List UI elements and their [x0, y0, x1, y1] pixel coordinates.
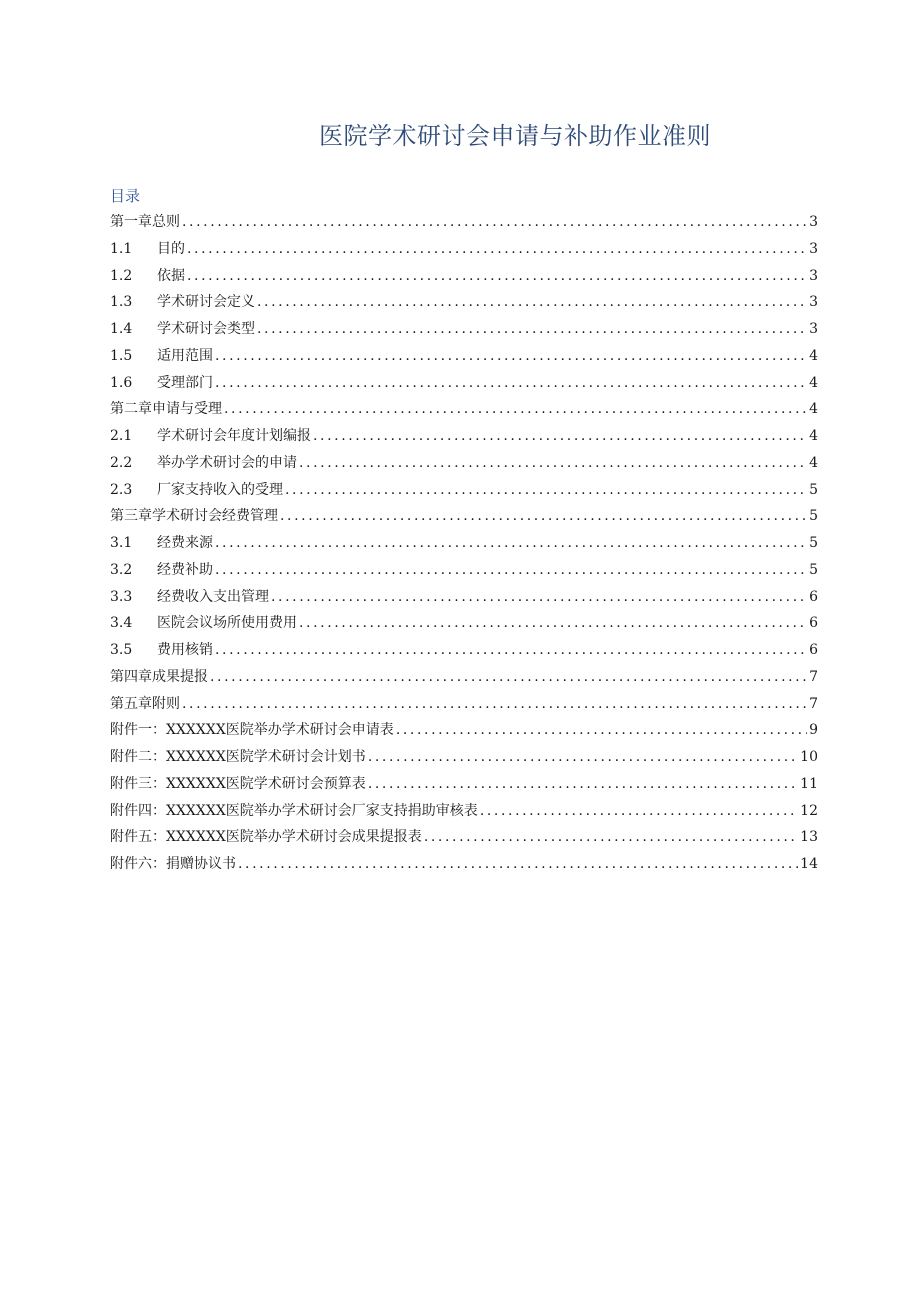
toc-entry[interactable] — [110, 637, 818, 664]
toc-entry-page-number: 7 — [809, 695, 818, 712]
toc-entry[interactable] — [110, 824, 818, 851]
toc-entry-label: 学术研讨会类型 — [157, 321, 255, 337]
toc-entry-label: 依据 — [157, 267, 185, 284]
toc-entry-page-number: 3 — [809, 321, 818, 337]
toc-dot-leader — [285, 477, 807, 504]
toc-dot-leader — [215, 370, 807, 397]
toc-dot-leader — [182, 691, 807, 718]
toc-entry-label: 厂家支持收入的受理 — [157, 481, 283, 498]
toc-entry-page-number: 6 — [809, 615, 818, 632]
toc-entry[interactable] — [110, 316, 818, 343]
toc-entry[interactable] — [110, 664, 818, 691]
toc-entry-page-number: 4 — [809, 428, 818, 444]
toc-entry-page-number: 3 — [809, 214, 818, 230]
toc-entry-label: 受理部门 — [157, 374, 213, 391]
toc-entry-page-number: 5 — [809, 561, 818, 578]
toc-dot-leader — [215, 637, 807, 664]
toc-entry-number: 1.5 — [110, 347, 133, 364]
toc-entry-label: 经费来源 — [157, 535, 213, 551]
toc-dot-leader — [424, 824, 798, 851]
toc-entry-number: 3.2 — [110, 561, 133, 578]
toc-entry-page-number: 5 — [809, 508, 818, 525]
toc-entry-label: 目的 — [157, 240, 185, 257]
toc-entry[interactable] — [110, 343, 818, 370]
toc-entry[interactable] — [110, 557, 818, 584]
toc-entry-number: 1.3 — [110, 294, 133, 311]
toc-entry[interactable] — [110, 263, 818, 290]
toc-entry-label: 附件一：XXXXXX医院举办学术研讨会申请表 — [110, 722, 394, 739]
toc-entry-page-number: 13 — [800, 829, 818, 846]
toc-entry-page-number: 9 — [809, 722, 818, 739]
toc-entry-page-number: 6 — [809, 642, 818, 658]
toc-dot-leader — [313, 423, 807, 450]
toc-entry-page-number: 5 — [809, 535, 818, 551]
toc-entry-page-number: 11 — [800, 775, 818, 792]
toc-entry[interactable] — [110, 798, 818, 825]
toc-entry-label: 附件六：捐赠协议书 — [110, 856, 236, 872]
toc-entry[interactable] — [110, 423, 818, 450]
toc-dot-leader — [210, 664, 807, 691]
toc-heading: 目录 — [110, 187, 141, 205]
toc-entry[interactable] — [110, 691, 818, 718]
toc-entry[interactable] — [110, 289, 818, 316]
toc-entry-page-number: 12 — [800, 802, 818, 819]
toc-entry-page-number: 7 — [809, 668, 818, 685]
toc-entry-label: 第三章学术研讨会经费管理 — [110, 508, 278, 525]
toc-dot-leader — [368, 744, 798, 771]
toc-entry[interactable] — [110, 744, 818, 771]
toc-entry-label: 附件四：XXXXXX医院举办学术研讨会厂家支持捐助审核表 — [110, 802, 478, 819]
toc-entry[interactable] — [110, 396, 818, 423]
toc-entry[interactable] — [110, 209, 818, 236]
toc-dot-leader — [238, 851, 798, 878]
toc-entry[interactable] — [110, 584, 818, 611]
toc-entry-number: 3.1 — [110, 535, 133, 551]
toc-entry[interactable] — [110, 771, 818, 798]
toc-entry[interactable] — [110, 851, 818, 878]
toc-entry[interactable] — [110, 610, 818, 637]
toc-entry-label: 第五章附则 — [110, 695, 180, 712]
toc-entry-page-number: 3 — [809, 267, 818, 284]
toc-entry-page-number: 5 — [809, 481, 818, 498]
toc-entry-label: 附件二：XXXXXX医院学术研讨会计划书 — [110, 749, 366, 765]
toc-entry-label: 学术研讨会年度计划编报 — [157, 428, 311, 444]
toc-entry-page-number: 14 — [800, 856, 818, 872]
toc-dot-leader — [187, 263, 807, 290]
toc-dot-leader — [368, 771, 798, 798]
toc-entry-page-number: 4 — [809, 401, 818, 418]
toc-entry-number: 3.3 — [110, 588, 133, 605]
toc-entry-label: 经费收入支出管理 — [157, 588, 269, 605]
toc-dot-leader — [224, 396, 807, 423]
toc-entry-number: 2.3 — [110, 481, 133, 498]
toc-entry-label: 第二章申请与受理 — [110, 401, 222, 418]
toc-entry-number: 1.6 — [110, 374, 133, 391]
toc-entry[interactable] — [110, 530, 818, 557]
toc-dot-leader — [480, 798, 798, 825]
toc-entry-label: 适用范围 — [157, 347, 213, 364]
toc-entry-number: 3.5 — [110, 642, 133, 658]
toc-entry-page-number: 10 — [800, 749, 818, 765]
toc-entry-label: 第一章总则 — [110, 214, 180, 230]
toc-entry-page-number: 4 — [809, 454, 818, 471]
toc-entry-label: 附件三：XXXXXX医院学术研讨会预算表 — [110, 775, 366, 792]
toc-entry[interactable] — [110, 450, 818, 477]
toc-entry-number: 1.2 — [110, 267, 133, 284]
toc-entry-number: 2.1 — [110, 428, 133, 444]
toc-dot-leader — [215, 557, 807, 584]
toc-dot-leader — [257, 289, 807, 316]
toc-entry-page-number: 3 — [809, 240, 818, 257]
toc-dot-leader — [271, 584, 807, 611]
toc-dot-leader — [280, 503, 807, 530]
toc-entry-label: 第四章成果提报 — [110, 668, 208, 685]
toc-entry[interactable] — [110, 370, 818, 397]
toc-entry-number: 3.4 — [110, 615, 133, 632]
toc-dot-leader — [257, 316, 807, 343]
toc-entry-number: 2.2 — [110, 454, 133, 471]
toc-dot-leader — [299, 610, 807, 637]
toc-entry-page-number: 3 — [809, 294, 818, 311]
toc-entry-page-number: 6 — [809, 588, 818, 605]
toc-entry-number: 1.4 — [110, 321, 133, 337]
toc-entry-label: 医院会议场所使用费用 — [157, 615, 297, 632]
toc-dot-leader — [187, 236, 807, 263]
toc-entry[interactable] — [110, 236, 818, 263]
toc-dot-leader — [215, 530, 807, 557]
toc-dot-leader — [182, 209, 807, 236]
toc-dot-leader — [299, 450, 807, 477]
toc-entry[interactable] — [110, 503, 818, 530]
toc-entry[interactable] — [110, 477, 818, 504]
toc-entry[interactable] — [110, 717, 818, 744]
toc-entry-label: 附件五：XXXXXX医院举办学术研讨会成果提报表 — [110, 829, 422, 846]
toc-entry-page-number: 4 — [809, 347, 818, 364]
toc-entry-label: 经费补助 — [157, 561, 213, 578]
table-of-contents — [110, 209, 818, 878]
toc-entry-label: 费用核销 — [157, 642, 213, 658]
toc-entry-page-number: 4 — [809, 374, 818, 391]
document-title: 医院学术研讨会申请与补助作业准则 — [319, 122, 711, 150]
toc-entry-label: 学术研讨会定义 — [157, 294, 255, 311]
toc-dot-leader — [396, 717, 807, 744]
toc-entry-label: 举办学术研讨会的申请 — [157, 454, 297, 471]
toc-dot-leader — [215, 343, 807, 370]
toc-entry-number: 1.1 — [110, 240, 133, 257]
